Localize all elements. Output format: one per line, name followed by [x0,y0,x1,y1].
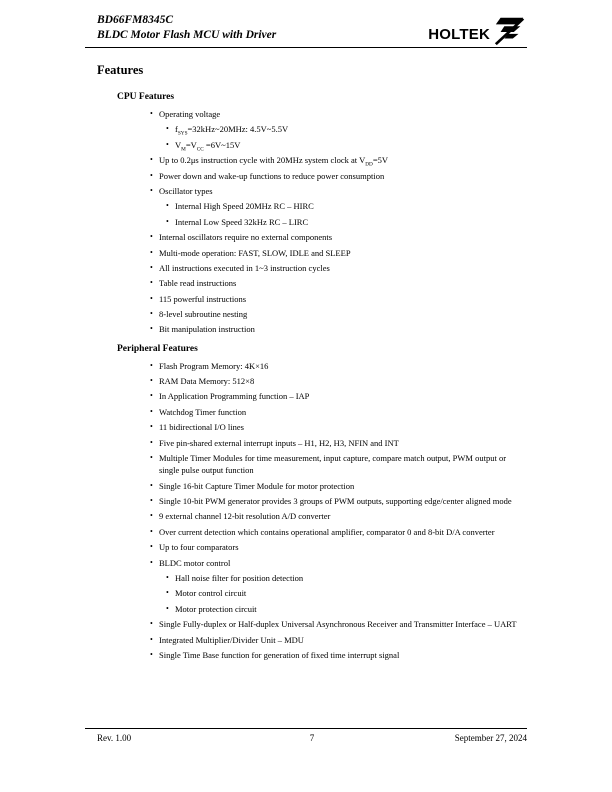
feature-item [166,139,527,151]
bullet-icon: • [150,649,153,659]
bullet-icon: • [150,542,153,552]
feature-item [150,480,527,492]
feature-item [150,308,527,320]
feature-item-text: Multiple Timer Modules for time measurement, input capture, compare match output, PWM output or single pulse output function [159,453,507,476]
feature-item [166,572,527,584]
feature-item [150,277,527,289]
bullet-icon: • [150,170,153,180]
features-sections [97,92,527,661]
bullet-icon: • [150,634,153,644]
bullet-icon: • [150,247,153,257]
feature-item [150,375,527,387]
footer-divider [85,728,527,729]
feature-item-text: BLDC motor control [159,557,231,568]
bullet-icon: • [150,360,153,370]
bullet-icon: • [150,619,153,629]
bullet-icon: • [150,262,153,272]
feature-item [166,123,527,138]
feature-item [150,437,527,449]
bullet-icon: • [166,216,169,226]
footer-date: September 27, 2024 [454,733,527,743]
bullet-icon: • [166,603,169,613]
feature-item-text: Hall noise filter for position detection [175,572,304,583]
section-title: Peripheral Features [117,343,198,354]
part-number: BD66FM8345C [97,14,174,26]
feature-item [150,649,527,661]
feature-item-text: Internal Low Speed 32kHz RC – LIRC [175,216,309,227]
bullet-icon: • [150,422,153,432]
document-subtitle: BLDC Motor Flash MCU with Driver [97,28,277,41]
feature-item [150,108,527,120]
bullet-icon: • [150,293,153,303]
feature-item [166,603,527,615]
feature-item-text: Single 16-bit Capture Timer Module for motor protection [159,480,355,491]
feature-item [150,557,527,569]
header-divider [85,47,527,48]
page-number: 7 [309,733,315,743]
feature-item-text: Single Time Base function for generation of fixed time interrupt signal [159,649,400,660]
feature-item [150,541,527,553]
bullet-icon: • [150,437,153,447]
feature-item-text: 8-level subroutine nesting [159,309,248,320]
bullet-icon: • [150,324,153,334]
feature-item [150,510,527,522]
bullet-icon: • [150,278,153,288]
feature-item-text: $V_M=V_{CC}$ =6V~15V [175,139,241,153]
feature-item-text: RAM Data Memory: 512×8 [159,376,255,387]
bullet-icon: • [150,557,153,567]
section-title: CPU Features [117,92,175,102]
bullet-icon: • [150,391,153,401]
feature-item-text: Power down and wake-up functions to reduce power consumption [159,170,385,181]
holtek-logo [428,15,527,47]
feature-item [150,231,527,243]
holtek-logo-text: HOLTEK [428,26,490,43]
bullet-icon: • [166,124,169,134]
feature-item [166,587,527,599]
holtek-wings-icon [493,15,527,47]
feature-item-text: Motor protection circuit [175,603,257,614]
bullet-icon: • [166,201,169,211]
page-footer [97,733,527,745]
feature-item-text: Flash Program Memory: 4K×16 [159,360,269,371]
feature-item [150,390,527,402]
bullet-icon: • [150,480,153,490]
feature-item-text: Motor control circuit [175,588,247,599]
feature-item-text: All instructions executed in 1~3 instruction cycles [159,262,330,273]
page-title: Features [97,63,144,77]
feature-item-text: $f_{SYS}=32kHz\sim 20MHz$: 4.5V~5.5V [175,124,289,138]
feature-item [150,526,527,538]
feature-item-text: 11 bidirectional I/O lines [159,422,244,433]
feature-item [150,495,527,507]
feature-item [150,247,527,259]
page-header [97,13,527,47]
feature-item-text: Five pin-shared external interrupt inputs – H1, H2, H3, NFIN and INT [159,437,399,448]
feature-item-text: Up to 0.2μs instruction cycle with 20MHz system clock at $V_{DD}=5V$ [159,155,389,168]
feature-item [150,323,527,335]
bullet-icon: • [150,109,153,118]
feature-item [150,634,527,646]
feature-item-text: Up to four comparators [159,542,239,553]
feature-item-text: Internal High Speed 20MHz RC – HIRC [175,201,314,212]
feature-item [150,421,527,433]
bullet-icon: • [166,139,169,149]
bullet-icon: • [166,588,169,598]
feature-section [97,92,527,336]
feature-item-text: Over current detection which contains operational amplifier, comparator 0 and 8-bit D/A converter [159,526,495,537]
feature-item-text: Single 10-bit PWM generator provides 3 groups of PWM outputs, supporting edge/center aligned mode [159,496,512,506]
feature-item-text: Operating voltage [159,109,221,119]
feature-item [166,200,527,212]
feature-item [150,293,527,305]
feature-item-text: Watchdog Timer function [159,406,247,417]
bullet-icon: • [150,526,153,536]
feature-item [150,170,527,182]
bullet-icon: • [150,155,153,165]
feature-item-text: Multi-mode operation: FAST, SLOW, IDLE and SLEEP [159,247,351,258]
feature-item-text: Oscillator types [159,185,213,196]
feature-item-text: 9 external channel 12-bit resolution A/D converter [159,511,331,522]
bullet-icon: • [150,185,153,195]
revision-label: Rev. 1.00 [97,733,132,743]
bullet-icon: • [150,376,153,386]
feature-item [166,216,527,228]
header-titles [97,13,276,42]
bullet-icon: • [150,309,153,319]
feature-item [150,452,527,476]
bullet-icon: • [150,453,153,463]
feature-item-text: 115 powerful instructions [159,293,247,304]
feature-section [97,344,527,661]
page-content [97,63,527,664]
feature-item [150,262,527,274]
bullet-icon: • [150,406,153,416]
bullet-icon: • [150,496,153,505]
feature-item [150,185,527,197]
bullet-icon: • [166,572,169,582]
bullet-icon: • [150,232,153,242]
feature-item [150,360,527,372]
feature-item-text: In Application Programming function – IAP [159,391,310,402]
feature-item-text: Internal oscillators require no external components [159,232,333,243]
bullet-icon: • [150,511,153,521]
feature-item [150,618,527,630]
feature-item-text: Integrated Multiplier/Divider Unit – MDU [159,634,304,645]
feature-item-text: Table read instructions [159,278,237,289]
feature-item [150,406,527,418]
feature-item-text: Single Fully-duplex or Half-duplex Universal Asynchronous Receiver and Transmitter Interface – UART [159,619,517,630]
feature-item-text: Bit manipulation instruction [159,324,255,335]
feature-item [150,154,527,166]
